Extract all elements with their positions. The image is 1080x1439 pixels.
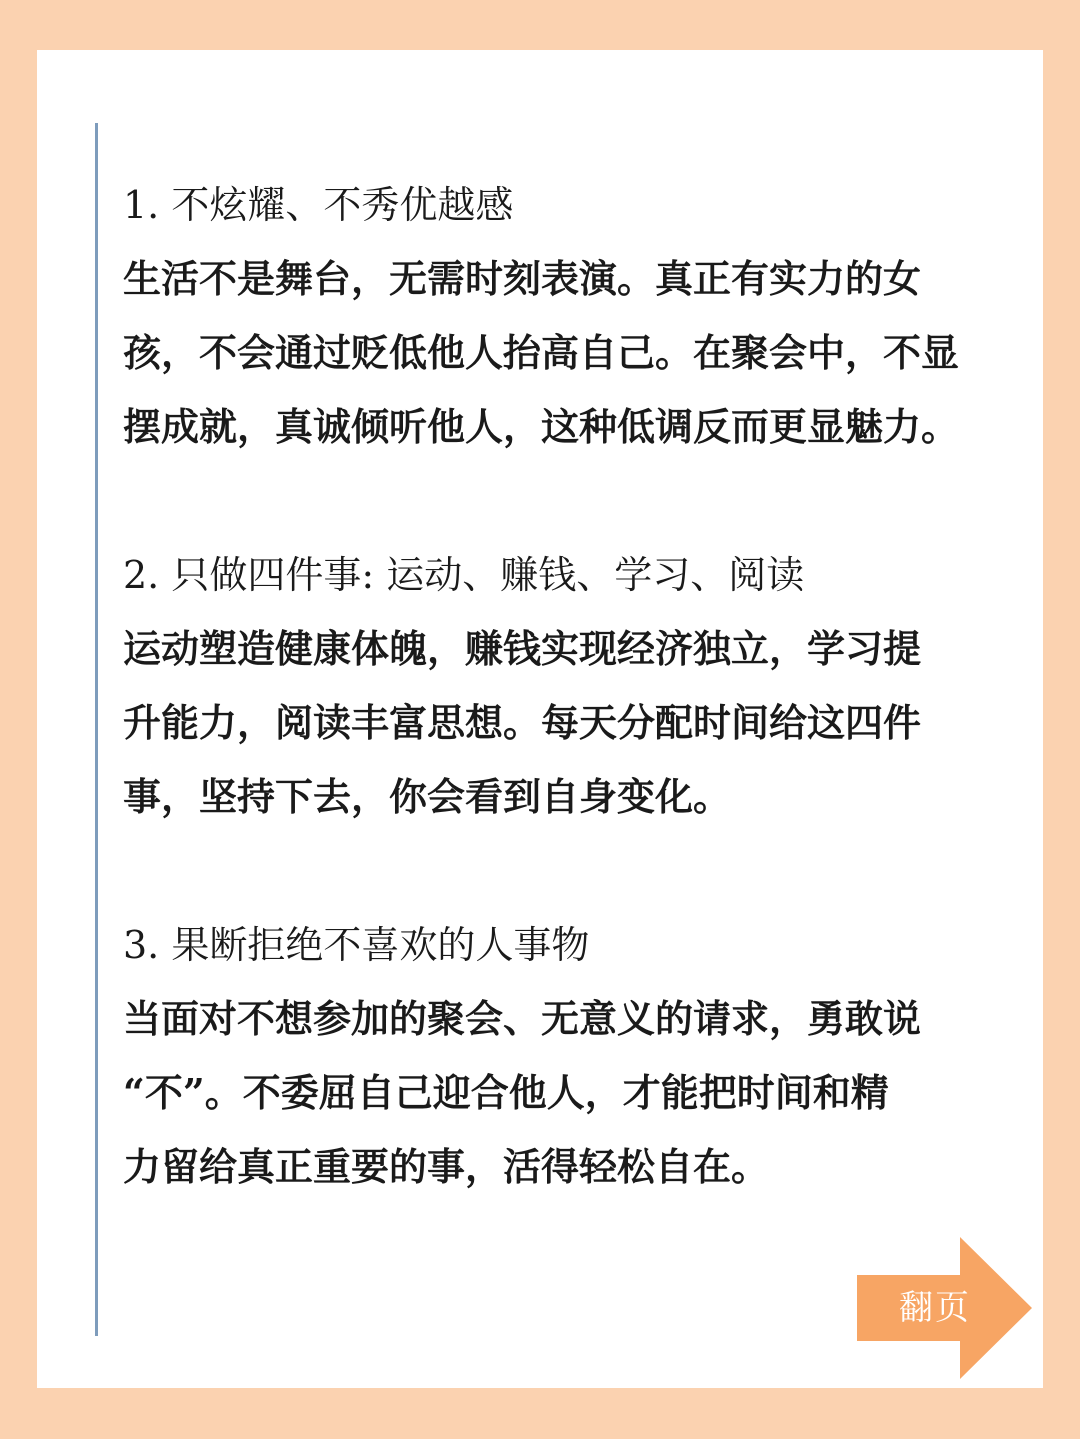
article-body [123, 168, 1003, 1278]
next-page-button[interactable] [857, 1237, 1033, 1379]
section-heading: 2. 只做四件事: 运动、赚钱、学习、阅读 [123, 553, 805, 597]
section-text-line: 摆成就，真诚倾听他人，这种低调反而更显魅力。 [123, 404, 960, 449]
content-card [37, 50, 1043, 1388]
section-text-line: “不”。不委屈自己迎合他人，才能把时间和精 [123, 1070, 889, 1115]
section-text-line: 当面对不想参加的聚会、无意义的请求，勇敢说 [123, 996, 922, 1041]
section-text-line: 力留给真正重要的事，活得轻松自在。 [123, 1144, 770, 1189]
section-text-line: 运动塑造健康体魄，赚钱实现经济独立，学习提 [123, 626, 922, 671]
section-text-line: 升能力，阅读丰富思想。每天分配时间给这四件 [123, 700, 922, 745]
next-page-label: 翻页 [899, 1288, 971, 1328]
section-text-line: 生活不是舞台，无需时刻表演。真正有实力的女 [123, 256, 922, 301]
section-heading: 3. 果断拒绝不喜欢的人事物 [123, 923, 590, 967]
section-text-line: 事，坚持下去，你会看到自身变化。 [123, 774, 732, 819]
accent-line [95, 123, 98, 1336]
section-heading: 1. 不炫耀、不秀优越感 [123, 183, 514, 227]
section-3 [123, 908, 1003, 1204]
section-text-line: 孩，不会通过贬低他人抬高自己。在聚会中，不显 [123, 330, 960, 375]
section-2 [123, 538, 1003, 834]
section-1 [123, 168, 1003, 464]
